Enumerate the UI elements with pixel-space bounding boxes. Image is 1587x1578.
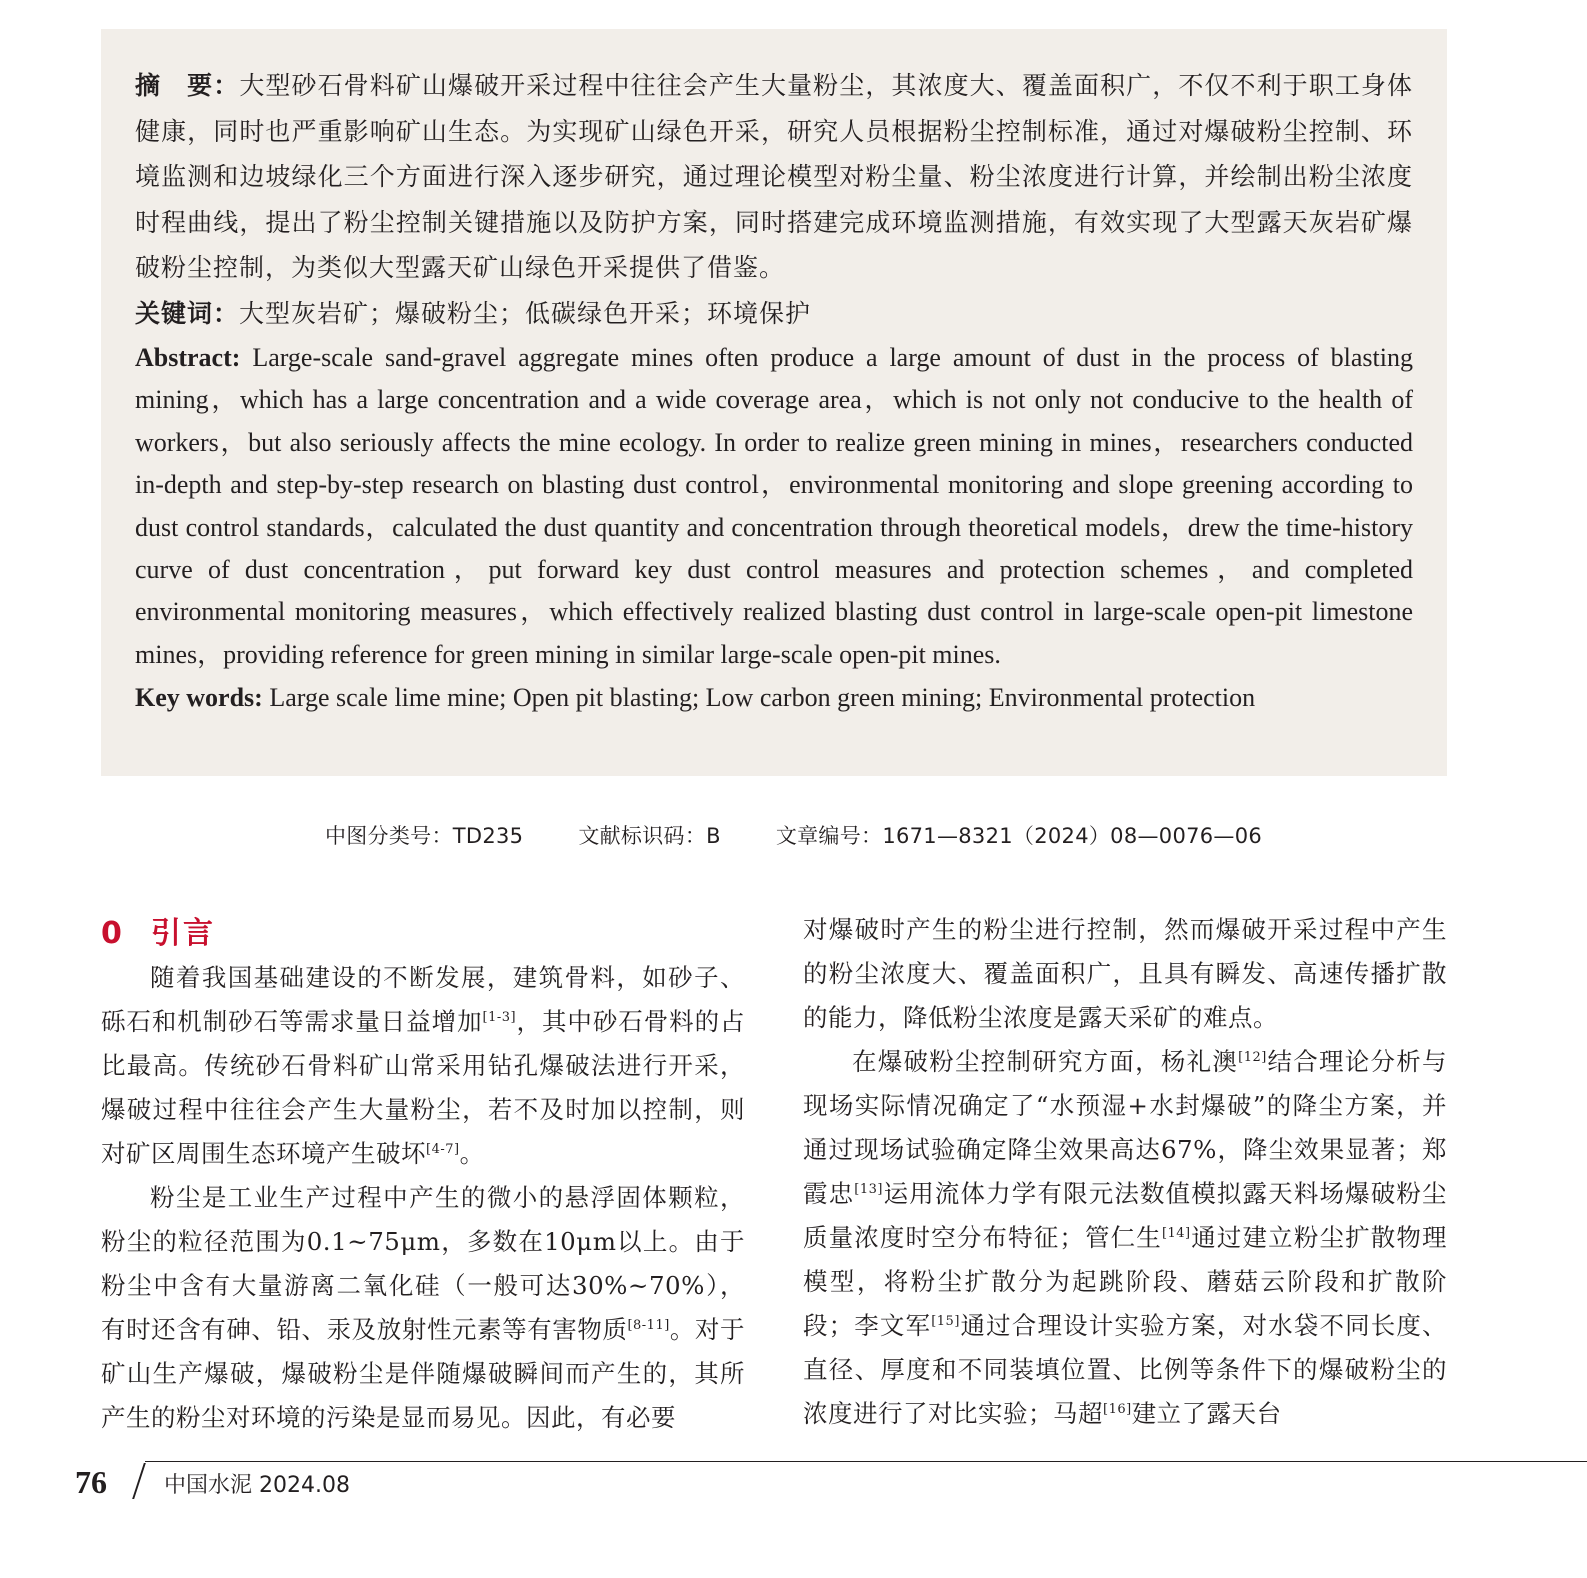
chinese-keywords-label: 关键词： <box>135 298 240 328</box>
footer-rule <box>145 1461 1587 1462</box>
article-number: 文章编号：1671—8321（2024）08—0076—06 <box>775 824 1263 848</box>
right-paragraph-2 <box>803 1040 1447 1436</box>
english-abstract <box>135 337 1413 676</box>
left-paragraph-2 <box>101 1176 745 1440</box>
citation: [15] <box>931 1314 960 1329</box>
abstract-box <box>101 29 1447 776</box>
right-column <box>803 908 1447 1436</box>
footer-slash <box>132 1463 146 1499</box>
citation: [14] <box>1161 1226 1191 1241</box>
english-abstract-label: Abstract: <box>135 343 241 372</box>
left-paragraph-1 <box>101 956 745 1176</box>
citation: [13] <box>854 1182 883 1197</box>
english-keywords-text: Large scale lime mine; Open pit blasting; Low carbon green mining; Environmental protection <box>262 683 1256 713</box>
chinese-keywords-text: 大型灰岩矿；爆破粉尘；低碳绿色开采；环境保护 <box>239 298 812 328</box>
text-run: 建立了露天台 <box>1131 1399 1282 1428</box>
right-paragraph-1: 对爆破时产生的粉尘进行控制，然而爆破开采过程中产生的粉尘浓度大、覆盖面积广，且具有瞬发、高速传播扩散的能力，降低粉尘浓度是露天采矿的难点。 <box>803 915 1447 1032</box>
chinese-abstract-text: 大型砂石骨料矿山爆破开采过程中往往会产生大量粉尘，其浓度大、覆盖面积广，不仅不利于职工身体健康，同时也严重影响矿山生态。为实现矿山绿色开采，研究人员根据粉尘控制标准，通过对爆破粉尘控制、环境监测和边坡绿化三个方面进行深入逐步研究，通过理论模型对粉尘量、粉尘浓度进行计算，并绘制出粉尘浓度时程曲线，提出了粉尘控制关键措施以及防护方案，同时搭建完成环境监测措施，有效实现了大型露天灰岩矿爆破粉尘控制，为类似大型露天矿山绿色开采提供了借鉴。 <box>135 71 1413 282</box>
citation: [1-3] <box>482 1010 517 1025</box>
text-run: 结合理论分析与现场实际情况确定了“水预湿+水封爆破”的降尘方案，并通过现场试验确定降尘效果高达67%，降尘效果显著；郑霞忠 <box>803 1047 1448 1208</box>
section-heading <box>101 912 745 956</box>
classification-line <box>0 820 1587 850</box>
left-column <box>101 912 745 1440</box>
text-run: 随着我国基础建设的不断发展，建筑骨料，如砂子、砾石和机制砂石等需求量日益增加 <box>101 963 745 1036</box>
citation: [12] <box>1238 1050 1267 1065</box>
text-run: 通过合理设计实验方案，对水袋不同长度、直径、厚度和不同装填位置、比例等条件下的爆破粉尘的浓度进行了对比实验；马超 <box>803 1311 1448 1428</box>
text-run: 通过建立粉尘扩散物理模型，将粉尘扩散分为起跳阶段、蘑菇云阶段和扩散阶段；李文军 <box>803 1223 1448 1340</box>
english-keywords-label: Key words: <box>135 683 263 713</box>
citation: [8-11] <box>627 1318 670 1333</box>
page-number: 76 <box>75 1464 107 1500</box>
text-run: 。对于矿山生产爆破，爆破粉尘是伴随爆破瞬间而产生的，其所产生的粉尘对环境的污染是显而易见。因此，有必要 <box>101 1315 746 1432</box>
english-keywords <box>135 677 1413 719</box>
document-code: 文献标识码：B <box>578 824 721 848</box>
section-number: 0 <box>101 916 124 951</box>
chinese-keywords <box>135 291 1413 337</box>
citation: [16] <box>1103 1402 1132 1417</box>
text-run: 。 <box>459 1139 485 1168</box>
text-run: 在爆破粉尘控制研究方面，杨礼澳 <box>852 1047 1239 1076</box>
citation: [4-7] <box>426 1142 460 1157</box>
journal-name: 中国水泥 2024.08 <box>164 1473 350 1498</box>
text-run: ，其中砂石骨料的占比最高。传统砂石骨料矿山常采用钻孔爆破法进行开采，爆破过程中往往会产生大量粉尘，若不及时加以控制，则对矿区周围生态环境产生破坏 <box>101 1007 746 1168</box>
clc-number: 中图分类号：TD235 <box>324 824 524 848</box>
section-title: 引言 <box>151 916 215 951</box>
text-run: 粉尘是工业生产过程中产生的微小的悬浮固体颗粒，粉尘的粒径范围为0.1~75μm，多数在10μm以上。由于粉尘中含有大量游离二氧化硅（一般可达30%~70%），有时还含有砷、铅、汞及放射性元素等有害物质 <box>101 1183 745 1344</box>
chinese-abstract-label: 摘 要： <box>135 71 240 100</box>
english-abstract-text: Large-scale sand-gravel aggregate mines often produce a large amount of dust in the process of blasting mining，which has a large concentration and a wide coverage area，which is not only not conducive to the health of workers，but also seriously affects the mine ecology. In order to realize green mining in mines，researchers conducted in-depth and step-by-step research on blasting dust control，environmental monitoring and slope greening according to dust control standards，calculated the dust quantity and concentration through theoretical models，drew the time-history curve of dust concentration，put forward key dust control measures and protection schemes，and completed environmental monitoring measures，which effectively realized blasting dust control in large-scale open-pit limestone mines，providing reference for green mining in similar large-scale open-pit mines. <box>135 343 1413 669</box>
text-run: 运用流体力学有限元法数值模拟露天料场爆破粉尘质量浓度时空分布特征；管仁生 <box>803 1179 1448 1252</box>
chinese-abstract <box>135 63 1413 291</box>
